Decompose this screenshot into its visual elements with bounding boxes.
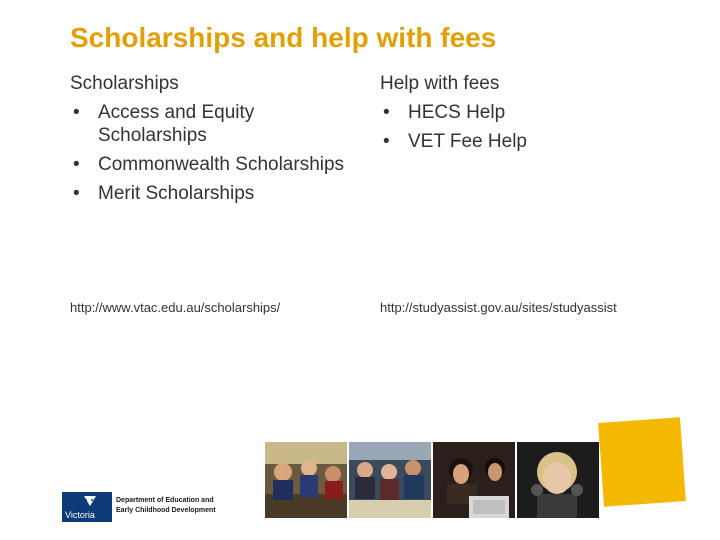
- department-logo: [62, 492, 232, 522]
- scholarships-heading: Scholarships: [70, 73, 179, 94]
- scholarships-list: [70, 101, 370, 205]
- accent-square: [598, 417, 686, 507]
- students-group-photo: [349, 442, 431, 518]
- help-with-fees-column: [380, 72, 680, 159]
- help-with-fees-list: [380, 101, 680, 153]
- slide-title: Scholarships and help with fees: [70, 22, 497, 53]
- victoria-logo-mark: [62, 492, 112, 522]
- vtac-scholarships-link[interactable]: http://www.vtac.edu.au/scholarships/: [70, 300, 281, 315]
- student-laptop-photo: [433, 442, 515, 518]
- svg-text:Victoria: Victoria: [65, 510, 95, 520]
- department-line-2: Early Childhood Development: [116, 507, 216, 514]
- students-classroom-photo: [265, 442, 347, 518]
- department-name: [116, 496, 226, 516]
- studyassist-link[interactable]: http://studyassist.gov.au/sites/studyassist: [380, 300, 617, 315]
- list-item: • VET Fee Help: [380, 130, 680, 153]
- list-item: • Commonwealth Scholarships: [70, 153, 370, 176]
- list-item: • HECS Help: [380, 101, 680, 124]
- student-headphones-photo: [517, 442, 599, 518]
- scholarships-column: [70, 72, 370, 211]
- department-line-1: Department of Education and: [116, 497, 214, 504]
- list-item: • Merit Scholarships: [70, 182, 370, 205]
- list-item: • Access and Equity Scholarships: [70, 101, 298, 147]
- help-with-fees-heading: Help with fees: [380, 73, 500, 94]
